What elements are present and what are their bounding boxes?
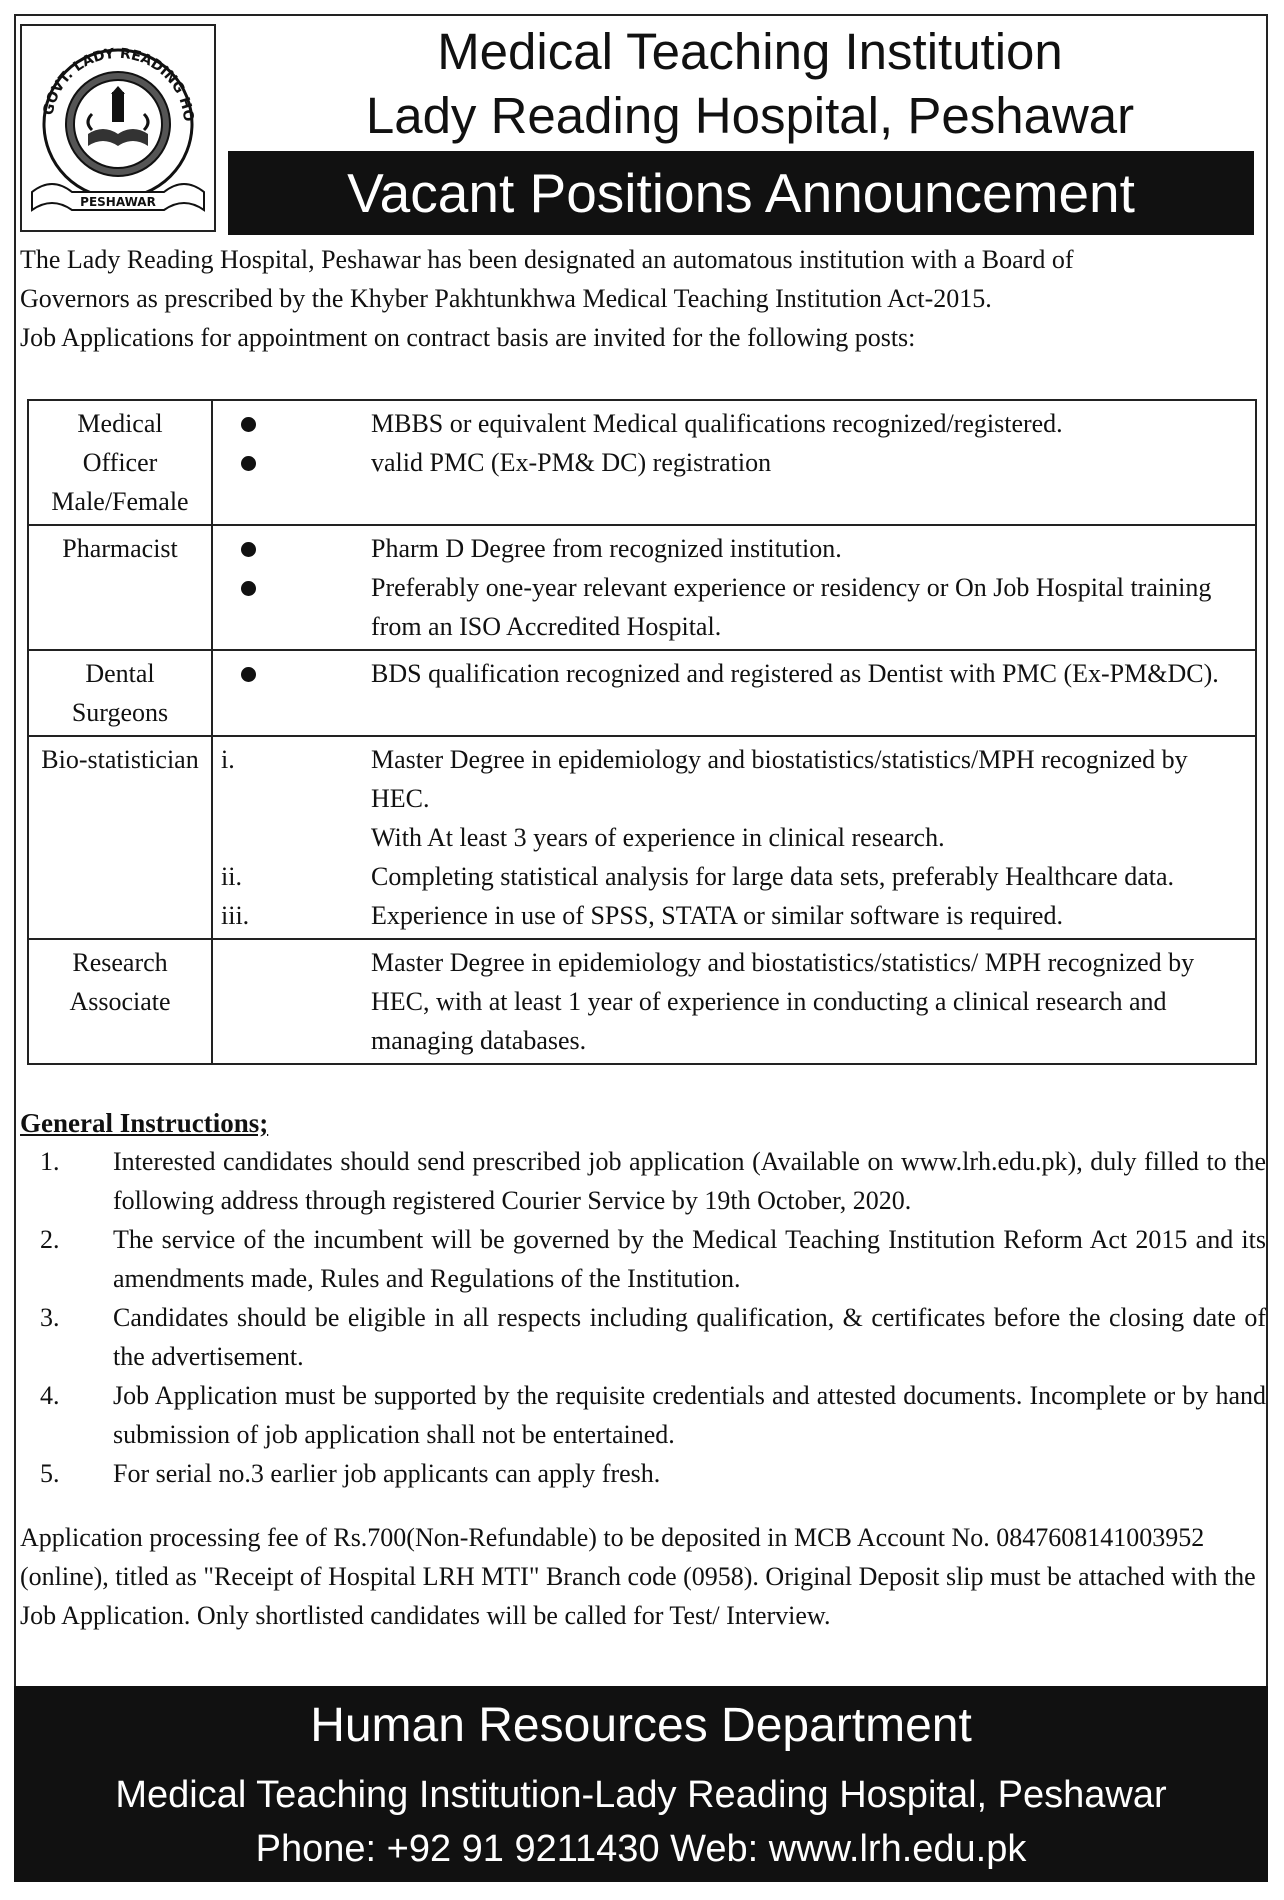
- hospital-title: Lady Reading Hospital, Peshawar: [365, 87, 1135, 144]
- item-marker: iii.: [221, 901, 250, 930]
- bullet-icon: [241, 417, 256, 432]
- list-item: 4. Job Application must be supported by the requisite credentials and attested documents. Incomplete or by hand submission of job application shall not be entertained.: [40, 1381, 1266, 1449]
- requirement-item: BDS qualification recognized and registered as Dentist with PMC (Ex-PM&DC).: [221, 654, 1247, 693]
- logo-arc-text: GOVT. LADY READING HO: [40, 45, 197, 123]
- intro-line: Job Applications for appointment on contract basis are invited for the following posts:: [20, 323, 916, 352]
- requirement-item: Master Degree in epidemiology and biostatistics/statistics/ MPH recognized by HEC, with at least 1 year of experience in conducting a clinical research and managing databases.: [221, 943, 1247, 1060]
- requirement-item: MBBS or equivalent Medical qualifications recognized/registered.: [221, 404, 1247, 443]
- item-marker: [221, 943, 371, 1060]
- intro-line: Governors as prescribed by the Khyber Pakhtunkhwa Medical Teaching Institution Act-2015.: [20, 284, 992, 313]
- requirement-item: With At least 3 years of experience in clinical research.: [221, 818, 1247, 857]
- position-title: Research Associate: [28, 939, 212, 1064]
- fee-note: Application processing fee of Rs.700(Non-Refundable) to be deposited in MCB Account No. 0847608141003952 (online), titled as "Receipt of Hospital LRH MTI" Branch code (0958). Original Deposit slip must be attached with the Job Application. Only shortlisted candidates will be called for Test/ Interview.: [20, 1523, 1256, 1630]
- table-row: [28, 650, 1256, 736]
- announcement-banner: Vacant Positions Announcement: [228, 151, 1254, 235]
- list-item: 1. Interested candidates should send prescribed job application (Available on www.lrh.edu.pk), duly filled to the following address through registered Courier Service by 19th October, 2020.: [40, 1147, 1266, 1215]
- general-instructions-title: General Instructions;: [20, 1108, 269, 1138]
- footer-banner: [14, 1686, 1268, 1882]
- general-instructions-list: [20, 1142, 1266, 1493]
- position-title: Dental Surgeons: [28, 650, 212, 736]
- position-requirements: [212, 650, 1256, 736]
- list-item: 3. Candidates should be eligible in all respects including qualification, & certificates before the closing date of the advertisement.: [40, 1303, 1266, 1371]
- requirement-item: i. Master Degree in epidemiology and biostatistics/statistics/MPH recognized by HEC.: [221, 740, 1247, 818]
- table-row: [28, 525, 1256, 650]
- list-item: 5. For serial no.3 earlier job applicants can apply fresh.: [40, 1459, 661, 1488]
- list-item: 2. The service of the incumbent will be governed by the Medical Teaching Institution Reform Act 2015 and its amendments made, Rules and Regulations of the Institution.: [40, 1225, 1266, 1293]
- requirement-item: Preferably one-year relevant experience or residency or On Job Hospital training from an ISO Accredited Hospital.: [221, 568, 1247, 646]
- bullet-icon: [241, 456, 256, 471]
- department-name: Human Resources Department: [310, 1699, 972, 1752]
- intro-paragraph: [20, 240, 1260, 357]
- table-row: [28, 400, 1256, 525]
- item-marker: [221, 818, 371, 857]
- hospital-seal-logo-icon: [22, 26, 214, 230]
- contact-info: Phone: +92 91 9211430 Web: www.lrh.edu.pk: [255, 1828, 1027, 1870]
- table-row: [28, 736, 1256, 939]
- positions-table: [27, 399, 1257, 1065]
- table-row: [28, 939, 1256, 1064]
- institution-title: Medical Teaching Institution: [437, 23, 1063, 80]
- bullet-icon: [241, 667, 256, 682]
- intro-line: The Lady Reading Hospital, Peshawar has been designated an automatous institution with a Board of: [20, 245, 1074, 274]
- position-title: Pharmacist: [28, 525, 212, 650]
- logo-bottom-text: PESHAWAR: [80, 195, 156, 209]
- position-title: Bio-statistician: [28, 736, 212, 939]
- bullet-icon: [241, 542, 256, 557]
- position-title: Medical Officer Male/Female: [28, 400, 212, 525]
- position-requirements: [212, 525, 1256, 650]
- position-requirements: [212, 736, 1256, 939]
- requirement-item: valid PMC (Ex-PM& DC) registration: [221, 443, 1247, 482]
- position-requirements: [212, 939, 1256, 1064]
- requirement-item: Pharm D Degree from recognized institution.: [221, 529, 1247, 568]
- item-marker: ii.: [221, 862, 242, 891]
- institution-name: Medical Teaching Institution-Lady Reading Hospital, Peshawar: [115, 1774, 1167, 1816]
- requirement-item: iii. Experience in use of SPSS, STATA or similar software is required.: [221, 896, 1247, 935]
- hospital-logo: [20, 24, 216, 232]
- requirement-item: ii. Completing statistical analysis for large data sets, preferably Healthcare data.: [221, 857, 1247, 896]
- position-requirements: [212, 400, 1256, 525]
- item-marker: i.: [221, 745, 235, 774]
- bullet-icon: [241, 581, 256, 596]
